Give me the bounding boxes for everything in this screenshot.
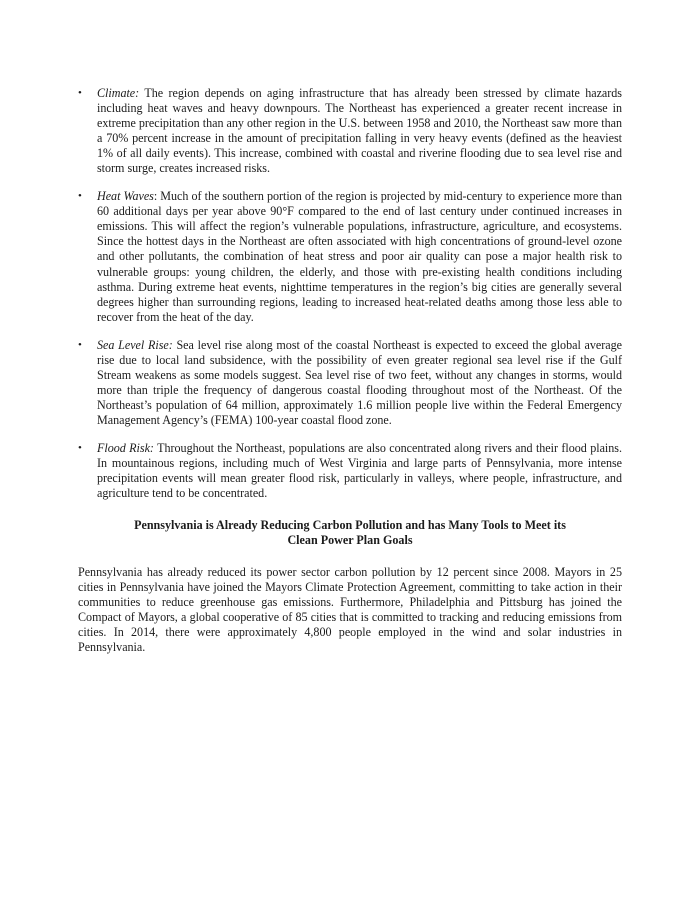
closing-paragraph: Pennsylvania has already reduced its power sector carbon pollution by 12 percent since 2008. Mayors in 25 cities in Pennsylvania have joined the Mayors Climate Protection Agreement, committing to take action in their communities to reduce greenhouse gas emissions. Furthermore, Philadelphia and Pittsburg has joined the Compact of Mayors, a global cooperative of 85 cities that is committed to tracking and reducing emissions from cities. In 2014, there were approximately 4,800 people employed in the wind and solar industries in Pennsylvania. [78, 564, 622, 654]
document-body [78, 86, 622, 655]
climate-impacts-bullet-list [78, 86, 622, 501]
bullet-icon: • [78, 87, 82, 99]
list-item-term: Flood Risk: [97, 440, 154, 455]
list-item-term: Sea Level Rise: [97, 337, 173, 352]
list-item [78, 189, 622, 324]
section-heading-line-2: Clean Power Plan Goals [287, 533, 413, 548]
section-heading-line-1: Pennsylvania is Already Reducing Carbon Pollution and has Many Tools to Meet its [134, 518, 566, 533]
list-item [78, 86, 622, 176]
list-item-term: Heat Waves [97, 189, 154, 204]
list-item [78, 441, 622, 501]
list-item-text: : Much of the southern portion of the region is projected by mid-century to experience more than 60 additional days per year above 90°F compared to the end of last century under continued increases in emissions. This will affect the region’s vulnerable populations, infrastructure, agriculture, and ecosystems. Since the hottest days in the Northeast are often associated with high concentrations of ground-level ozone and other pollutants, the combination of heat stress and poor air quality can pose a major health risk to vulnerable groups: young children, the elderly, and those with pre-existing health conditions including asthma. During extreme heat events, nighttime temperatures in the region’s big cities are generally several degrees higher than surrounding regions, leading to increased heat-related deaths among those less able to recover from the heat of the day. [97, 189, 622, 324]
list-item [78, 338, 622, 428]
list-item-text: Sea level rise along most of the coastal Northeast is expected to exceed the global average rise due to local land subsidence, with the possibility of even greater regional sea level rise if the Gulf Stream weakens as some models suggest. Sea level rise of two feet, without any changes in storms, would more than triple the frequency of dangerous coastal flooding throughout most of the Northeast. Of the Northeast’s population of 64 million, approximately 1.6 million people live within the Federal Emergency Management Agency’s (FEMA) 100-year coastal flood zone. [97, 337, 622, 427]
list-item-term: Climate: [97, 86, 140, 100]
list-item-text: Throughout the Northeast, populations are also concentrated along rivers and their flood plains. In mountainous regions, including much of West Virginia and large parts of Pennsylvania, more intense precipitation events will mean greater flood risk, particularly in valleys, where people, infrastructure, and agriculture tend to be concentrated. [97, 440, 622, 501]
bullet-icon: • [78, 441, 82, 454]
bullet-icon: • [78, 338, 82, 351]
bullet-icon: • [78, 190, 82, 203]
list-item-text: The region depends on aging infrastructure that has already been stressed by climate hazards including heat waves and heavy downpours. The Northeast has experienced a greater recent increase in extreme precipitation than any other region in the U.S. between 1958 and 2010, the Northeast saw more than a 70% percent increase in the amount of precipitation falling in very heavy events (defined as the heaviest 1% of all daily events). This increase, combined with coastal and riverine flooding due to sea level rise and storm surge, creates increased risks. [97, 86, 622, 176]
section-heading [78, 518, 622, 548]
